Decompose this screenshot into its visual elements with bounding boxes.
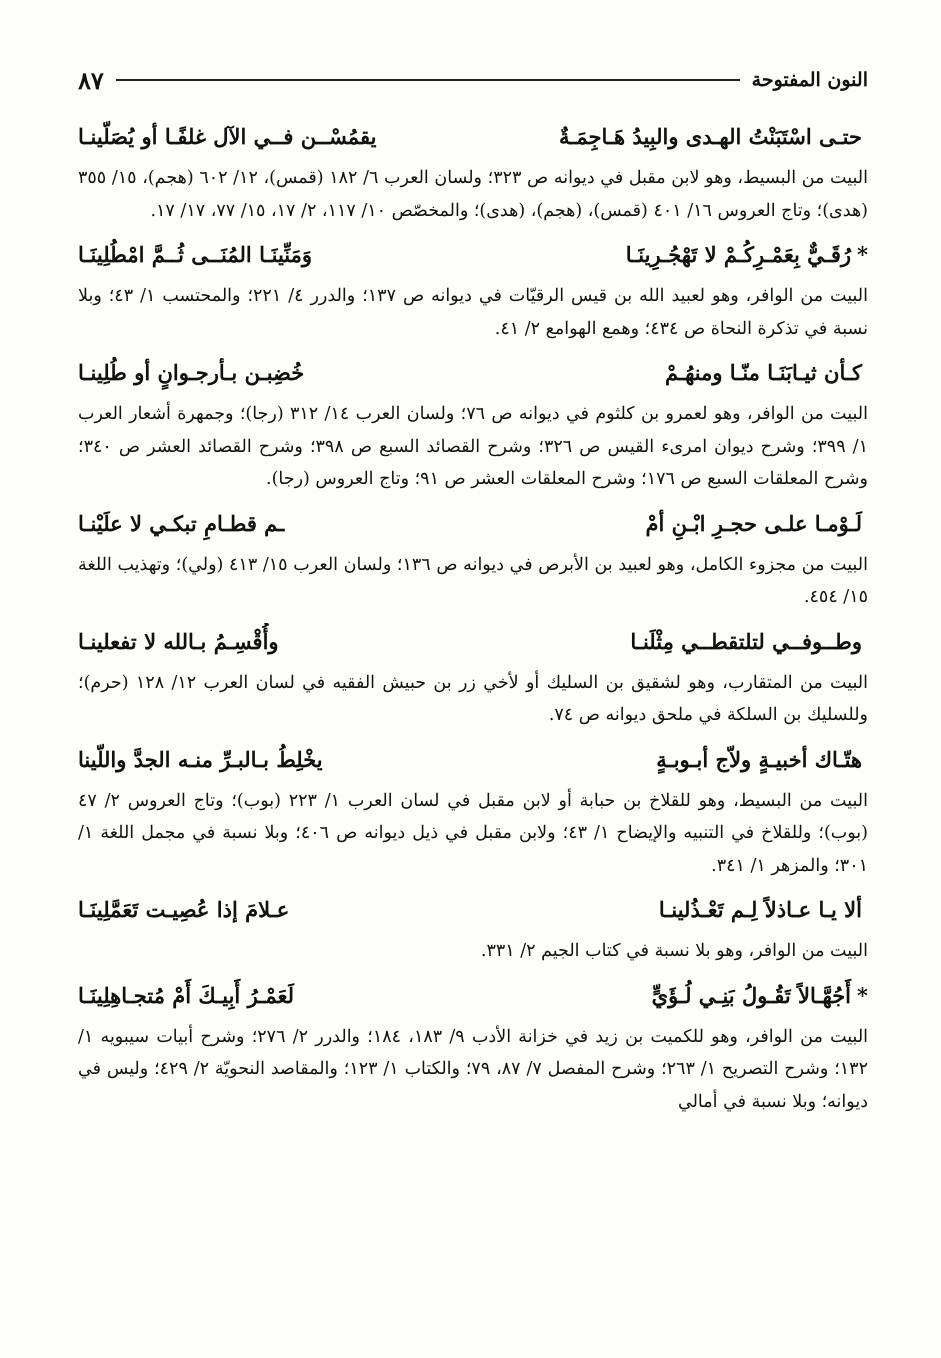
second-hemistich: خُضِبـن بـأرجـوانٍ أو طُلِينـا <box>78 360 305 385</box>
verse-note: البيت من البسيط، وهو للقلاخ بن حبابة أو لابن مقبل في لسان العرب ١/ ٢٢٣ (بوب)؛ وتاج العروس ٢/ ٤٧ (بوب)؛ وللقلاخ في التنبيه والإيضاح ١/ ٤٣؛ ولابن مقبل في ذيل ديوانه ص ٤٠٦؛ وبلا نسبة في مجمل اللغة ١/ ٣٠١؛ والمزهر ١/ ٣٤١. <box>78 790 868 876</box>
verse-line <box>78 741 868 781</box>
verse-note: البيت من الوافر، وهو بلا نسبة في كتاب الجيم ٢/ ٣٣١. <box>480 941 868 961</box>
second-hemistich: يخْلِطُ بـالبـرِّ منـه الجدَّ واللّينا <box>78 746 323 772</box>
chapter-title: النون المفتوحة <box>751 69 868 91</box>
first-hemistich: هتّـاك أخبيـةٍ ولاّج أبـوبـةٍ <box>656 746 862 772</box>
verse-line <box>78 623 868 663</box>
first-hemistich: ألا يـا عـاذلاً لِـم تَعْـذُلينـا <box>658 897 862 922</box>
second-hemistich: عـلامَ إذا عُصِيـت تَعَمَّلِينَـا <box>78 897 290 922</box>
first-hemistich: لَـوْمـا علـى حجـرِ ابْـنِ أمْ <box>645 510 862 536</box>
second-hemistich: لَعَمْـرُ أَبِيـكَ أَمْ مُتجـاهِلِينَـا <box>78 982 294 1008</box>
verse-entry <box>78 236 868 345</box>
first-hemistich: أَجُهَّـالاً تَقُـولُ بَنِـي لُـؤَيٍّ <box>651 982 852 1008</box>
second-hemistich: يقمُسْــن فــي الآل غلفًـا أو يُصَلّينـا <box>78 124 377 149</box>
page-body <box>78 118 868 1127</box>
first-hemistich: رُقَـيٌّ بِعَمْـرِكُـمْ لا تَهْجُـرِينَـا <box>625 242 852 267</box>
running-header <box>78 62 868 98</box>
verse-entry <box>78 891 868 968</box>
header-rule <box>116 79 740 81</box>
verse-note: البيت من الوافر، وهو للكميت بن زيد في خزانة الأدب ٩/ ١٨٣، ١٨٤؛ والدرر ٢/ ٢٧٦؛ وشرح أبيات سيبويه ١/ ١٣٢؛ وشرح التصريح ١/ ٢٦٣؛ وشرح المفصل ٧/ ٨٧، ٧٩؛ والكتاب ١/ ١٢٣؛ والمقاصد النحويّة ٢/ ٤٢٩؛ وليس في ديوانه؛ وبلا نسبة في أمالي <box>78 1026 869 1112</box>
verse-line <box>78 505 868 545</box>
verse-line <box>78 118 868 158</box>
verse-line <box>78 236 868 276</box>
second-hemistich: وأُقْسِـمُ بـالله لا تفعلينـا <box>78 628 279 654</box>
verse-entry <box>78 977 868 1119</box>
first-hemistich: كـأن ثيـابَنَـا منّـا ومنهُـمْ <box>664 360 862 385</box>
verse-note: البيت من الوافر، وهو لعبيد الله بن قيس الرقيّات في ديوانه ص ١٣٧؛ والدرر ٤/ ٢٢١؛ والمحتسب ١/ ٤٣؛ وبلا نسبة في تذكرة النحاة ص ٤٣٤؛ وهمع الهوامع ٢/ ٤١. <box>78 286 868 339</box>
verse-entry <box>78 741 868 883</box>
verse-marker: * <box>857 982 868 1008</box>
verse-note: البيت من الوافر، وهو لعمرو بن كلثوم في ديوانه ص ٧٦؛ ولسان العرب ١٤/ ٣١٢ (رجا)؛ وجمهرة أشعار العرب ١/ ٣٩٩؛ وشرح ديوان امرىء القيس ص ٣٢٦؛ وشرح القصائد السبع ص ٣٩٨؛ وشرح القصائد العشر ص ٣٤٠؛ وشرح المعلقات السبع ص ١٧٦؛ وشرح المعلقات العشر ص ٩١؛ وتاج العروس (رجا). <box>78 404 868 489</box>
verse-entry <box>78 623 868 732</box>
verse-note: البيت من البسيط، وهو لابن مقبل في ديوانه ص ٣٢٣؛ ولسان العرب ٦/ ١٨٢ (قمس)، ١٢/ ٦٠٢ (هجم)، ١٥/ ٣٥٥ (هدى)؛ وتاج العروس ١٦/ ٤٠١ (قمس)، (هجم)، (هدى)؛ والمخصّص ١٠/ ١١٧، ٢/ ١٧، ١٥/ ٧٧، ١٧/ ١٧. <box>78 168 868 221</box>
verse-note: البيت من مجزوء الكامل، وهو لعبيد بن الأبرص في ديوانه ص ١٣٦؛ ولسان العرب ١٥/ ٤١٣ (ولي)؛ وتهذيب اللغة ١٥/ ٤٥٤. <box>78 554 868 607</box>
verse-entry <box>78 354 868 496</box>
verse-line <box>78 977 868 1017</box>
second-hemistich: وَمَنِّينَـا المُنَــى ثُــمَّ امْطُلِينَـا <box>78 242 313 267</box>
verse-entry <box>78 505 868 614</box>
verse-marker: * <box>857 242 868 267</box>
verse-line <box>78 891 868 931</box>
page-number: ٨٧ <box>78 65 104 95</box>
verse-entry <box>78 118 868 227</box>
verse-line <box>78 354 868 394</box>
first-hemistich: حتـى اسْتَبَنْتُ الهـدى والبِيدُ هَـاجِمَـةٌ <box>558 124 862 149</box>
second-hemistich: ـم قطـامِ تبكـي لا علَيْنـا <box>78 510 285 536</box>
first-hemistich: وطــوفــي لتلتقطــي مِثْلَنـا <box>630 628 862 654</box>
verse-note: البيت من المتقارب، وهو لشقيق بن السليك أو لأخي زر بن حبيش الفقيه في لسان العرب ١٢/ ١٢٨ (حرم)؛ وللسليك بن السلكة في ملحق ديوانه ص ٧٤. <box>78 672 868 725</box>
